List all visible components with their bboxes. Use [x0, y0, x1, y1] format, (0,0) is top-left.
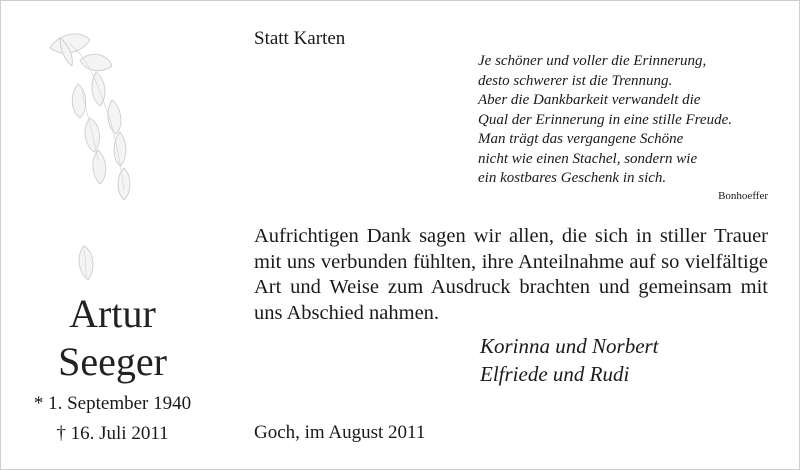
deceased-first-name: Artur — [69, 291, 156, 336]
poem-line: Aber die Dankbarkeit verwandelt die — [478, 92, 701, 108]
deceased-last-name: Seeger — [58, 339, 167, 384]
poem-line: Je schöner und voller die Erinnerung, — [478, 53, 707, 69]
poem-line: Man trägt das vergangene Schöne — [478, 131, 684, 147]
thanks-paragraph: Aufrichtigen Dank sagen wir allen, die sich in stiller Trauer mit uns verbunden fühlten, ihre Anteilnahme auf so vielfältige Art und Weise zum Ausdruck brachten und gemeinsam mit uns Abschied nahmen. — [254, 225, 768, 324]
signer-name: Elfriede und Rudi — [480, 362, 630, 386]
death-date: † 16. Juli 2011 — [56, 423, 169, 444]
place-and-date: Goch, im August 2011 — [254, 422, 426, 443]
statt-karten-heading: Statt Karten — [254, 28, 346, 49]
poem-line: nicht wie einen Stachel, sondern wie — [478, 150, 698, 167]
birch-leaves-illustration — [20, 20, 160, 290]
memorial-poem — [478, 52, 768, 189]
birth-date: * 1. September 1940 — [33, 393, 192, 414]
poem-author: Bonhoeffer — [718, 190, 768, 202]
poem-line: Qual der Erinnerung in eine stille Freude. — [478, 111, 732, 128]
signer-name: Korinna und Norbert — [480, 334, 659, 358]
poem-line: desto schwerer ist die Trennung. — [478, 72, 673, 89]
poem-line: ein kostbares Geschenk in sich. — [478, 170, 667, 186]
signers — [480, 332, 659, 388]
